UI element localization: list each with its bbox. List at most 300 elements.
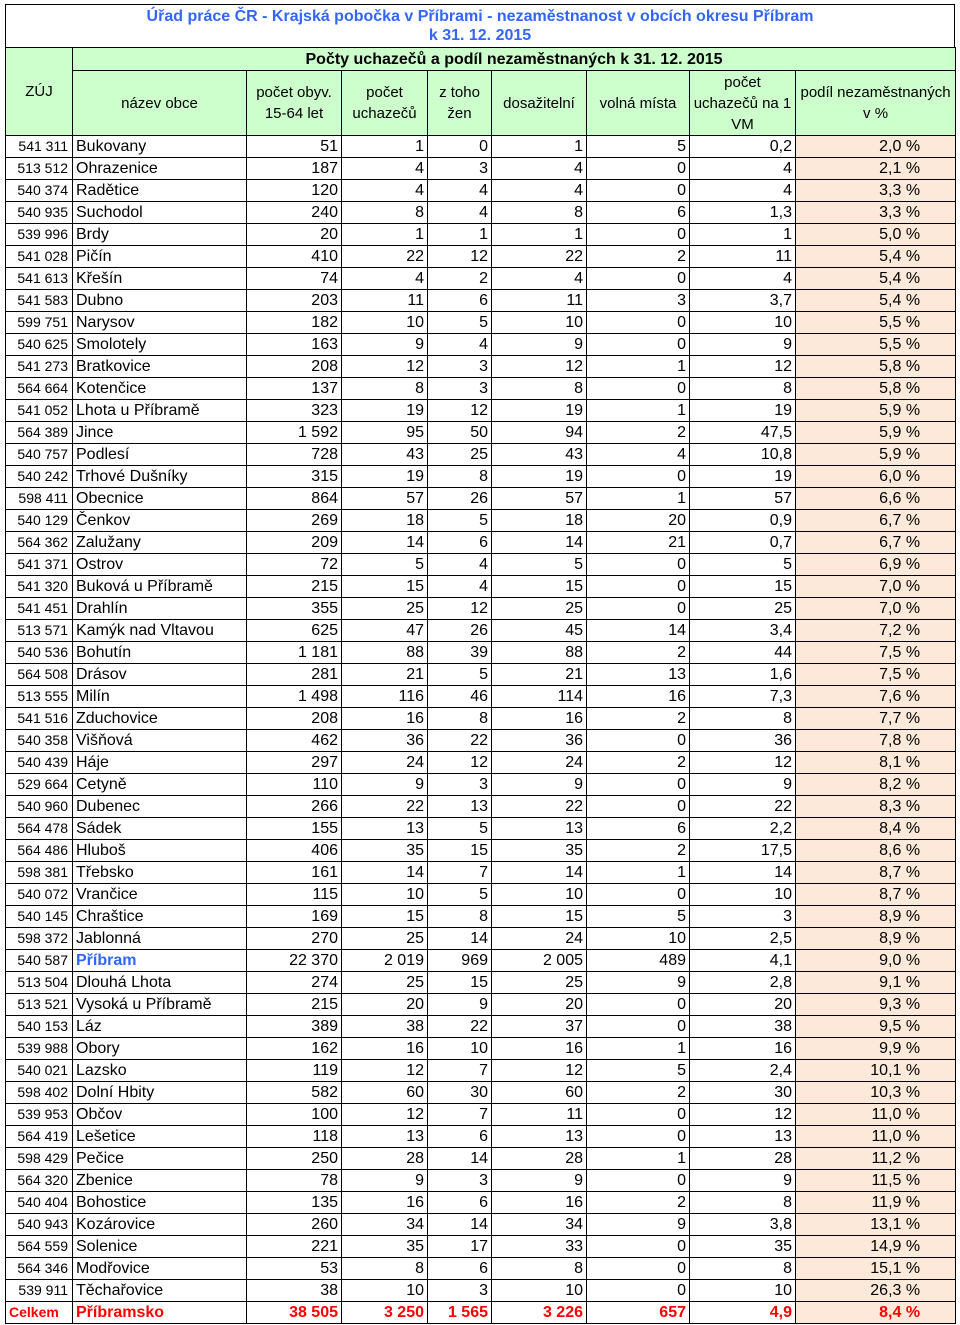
row-zuj: 513 555	[6, 686, 73, 708]
row-vacancies: 6	[587, 818, 690, 840]
row-name: Ostrov	[73, 554, 247, 576]
row-vacancies: 9	[587, 972, 690, 994]
row-women: 46	[428, 686, 492, 708]
table-row	[6, 708, 956, 730]
row-applicants: 12	[342, 356, 428, 378]
row-zuj: 513 521	[6, 994, 73, 1016]
row-zuj: 564 508	[6, 664, 73, 686]
row-share: 8,9 %	[796, 906, 956, 928]
row-available: 37	[492, 1016, 587, 1038]
row-population: 1 592	[247, 422, 342, 444]
row-name: Jince	[73, 422, 247, 444]
row-zuj: 540 358	[6, 730, 73, 752]
row-vacancies: 2	[587, 752, 690, 774]
row-share: 8,4 %	[796, 818, 956, 840]
row-women: 6	[428, 532, 492, 554]
row-share: 26,3 %	[796, 1280, 956, 1302]
row-share: 6,7 %	[796, 510, 956, 532]
table-row	[6, 642, 956, 664]
row-available: 22	[492, 796, 587, 818]
row-population: 137	[247, 378, 342, 400]
row-zuj: 540 536	[6, 642, 73, 664]
table-row	[6, 818, 956, 840]
row-available: 16	[492, 708, 587, 730]
row-share: 5,8 %	[796, 378, 956, 400]
row-available: 10	[492, 884, 587, 906]
row-population: 53	[247, 1258, 342, 1280]
row-per-vacancy: 10	[690, 1280, 796, 1302]
row-share: 6,6 %	[796, 488, 956, 510]
row-vacancies: 1	[587, 356, 690, 378]
row-share: 11,0 %	[796, 1104, 956, 1126]
report-title-line1: Úřad práce ČR - Krajská pobočka v Příbrami - nezaměstnanost v obcích okresu Příbram	[146, 8, 814, 25]
row-applicants: 88	[342, 642, 428, 664]
row-per-vacancy: 11	[690, 246, 796, 268]
row-name: Milín	[73, 686, 247, 708]
row-share: 3,3 %	[796, 180, 956, 202]
row-zuj: 541 371	[6, 554, 73, 576]
row-share: 2,1 %	[796, 158, 956, 180]
row-per-vacancy: 1,6	[690, 664, 796, 686]
row-share: 7,0 %	[796, 598, 956, 620]
table-row	[6, 862, 956, 884]
row-available: 1	[492, 136, 587, 158]
table-row	[6, 1016, 956, 1038]
row-zuj: 541 320	[6, 576, 73, 598]
row-population: 260	[247, 1214, 342, 1236]
table-row	[6, 290, 956, 312]
row-women: 7	[428, 862, 492, 884]
row-available: 15	[492, 906, 587, 928]
row-name: Trhové Dušníky	[73, 466, 247, 488]
row-zuj: 540 242	[6, 466, 73, 488]
row-share: 11,2 %	[796, 1148, 956, 1170]
row-share: 15,1 %	[796, 1258, 956, 1280]
row-population: 274	[247, 972, 342, 994]
row-applicants: 35	[342, 840, 428, 862]
row-per-vacancy: 9	[690, 334, 796, 356]
row-applicants: 95	[342, 422, 428, 444]
row-available: 88	[492, 642, 587, 664]
row-applicants: 13	[342, 818, 428, 840]
table-row	[6, 422, 956, 444]
row-applicants: 13	[342, 1126, 428, 1148]
header-women: z toho žen	[428, 71, 492, 136]
row-name: Bratkovice	[73, 356, 247, 378]
table-row	[6, 796, 956, 818]
row-women: 26	[428, 620, 492, 642]
table-row	[6, 576, 956, 598]
row-available: 28	[492, 1148, 587, 1170]
row-population: 1 181	[247, 642, 342, 664]
row-women: 30	[428, 1082, 492, 1104]
row-applicants: 9	[342, 774, 428, 796]
table-row	[6, 950, 956, 972]
row-per-vacancy: 2,4	[690, 1060, 796, 1082]
row-zuj: 564 346	[6, 1258, 73, 1280]
row-zuj: 540 129	[6, 510, 73, 532]
row-name: Smolotely	[73, 334, 247, 356]
row-applicants: 9	[342, 1170, 428, 1192]
row-women: 14	[428, 928, 492, 950]
row-population: 20	[247, 224, 342, 246]
row-name: Zduchovice	[73, 708, 247, 730]
row-women: 3	[428, 356, 492, 378]
table-row	[6, 246, 956, 268]
row-population: 625	[247, 620, 342, 642]
row-applicants: 12	[342, 1104, 428, 1126]
row-name: Třebsko	[73, 862, 247, 884]
row-per-vacancy: 12	[690, 356, 796, 378]
row-name: Modřovice	[73, 1258, 247, 1280]
table-row	[6, 1280, 956, 1302]
row-vacancies: 21	[587, 532, 690, 554]
row-per-vacancy: 19	[690, 466, 796, 488]
row-zuj: 539 953	[6, 1104, 73, 1126]
row-women: 26	[428, 488, 492, 510]
row-per-vacancy: 5	[690, 554, 796, 576]
row-per-vacancy: 8	[690, 708, 796, 730]
row-applicants: 8	[342, 378, 428, 400]
row-population: 161	[247, 862, 342, 884]
super-header: Počty uchazečů a podíl nezaměstnaných k 31. 12. 2015	[73, 48, 956, 71]
row-available: 10	[492, 1280, 587, 1302]
row-name: Narysov	[73, 312, 247, 334]
unemployment-table	[5, 47, 956, 1324]
row-women: 5	[428, 664, 492, 686]
row-vacancies: 5	[587, 906, 690, 928]
row-vacancies: 0	[587, 554, 690, 576]
row-applicants: 9	[342, 334, 428, 356]
row-name: Občov	[73, 1104, 247, 1126]
row-per-vacancy: 9	[690, 1170, 796, 1192]
row-share: 8,6 %	[796, 840, 956, 862]
table-row	[6, 378, 956, 400]
row-per-vacancy: 12	[690, 1104, 796, 1126]
row-name: Dlouhá Lhota	[73, 972, 247, 994]
row-zuj: 540 145	[6, 906, 73, 928]
row-vacancies: 0	[587, 598, 690, 620]
table-row	[6, 1126, 956, 1148]
header-available: dosažitelní	[492, 71, 587, 136]
row-share: 9,5 %	[796, 1016, 956, 1038]
row-name: Zbenice	[73, 1170, 247, 1192]
row-share: 3,3 %	[796, 202, 956, 224]
row-applicants: 4	[342, 158, 428, 180]
row-zuj: 564 559	[6, 1236, 73, 1258]
row-vacancies: 0	[587, 378, 690, 400]
row-share: 5,9 %	[796, 400, 956, 422]
row-women: 7	[428, 1104, 492, 1126]
row-available: 22	[492, 246, 587, 268]
row-available: 45	[492, 620, 587, 642]
row-share: 7,5 %	[796, 642, 956, 664]
row-name: Drásov	[73, 664, 247, 686]
row-women: 10	[428, 1038, 492, 1060]
row-zuj: 598 372	[6, 928, 73, 950]
row-per-vacancy: 57	[690, 488, 796, 510]
row-name: Solenice	[73, 1236, 247, 1258]
table-row	[6, 1236, 956, 1258]
row-applicants: 22	[342, 796, 428, 818]
row-zuj: 541 516	[6, 708, 73, 730]
row-share: 11,9 %	[796, 1192, 956, 1214]
row-share: 5,4 %	[796, 290, 956, 312]
row-share: 13,1 %	[796, 1214, 956, 1236]
total-applicants: 3 250	[342, 1302, 428, 1324]
table-row	[6, 268, 956, 290]
row-women: 7	[428, 1060, 492, 1082]
row-share: 11,0 %	[796, 1126, 956, 1148]
row-population: 182	[247, 312, 342, 334]
row-name: Příbram	[73, 950, 247, 972]
row-name: Cetyně	[73, 774, 247, 796]
row-women: 39	[428, 642, 492, 664]
row-population: 115	[247, 884, 342, 906]
row-zuj: 540 153	[6, 1016, 73, 1038]
table-row	[6, 400, 956, 422]
row-share: 2,0 %	[796, 136, 956, 158]
row-per-vacancy: 17,5	[690, 840, 796, 862]
row-name: Radětice	[73, 180, 247, 202]
row-available: 19	[492, 466, 587, 488]
row-available: 2 005	[492, 950, 587, 972]
row-name: Vysoká u Příbramě	[73, 994, 247, 1016]
row-population: 221	[247, 1236, 342, 1258]
row-available: 34	[492, 1214, 587, 1236]
row-available: 9	[492, 334, 587, 356]
row-applicants: 16	[342, 708, 428, 730]
row-share: 9,1 %	[796, 972, 956, 994]
row-per-vacancy: 15	[690, 576, 796, 598]
row-zuj: 540 625	[6, 334, 73, 356]
row-population: 208	[247, 356, 342, 378]
row-name: Lazsko	[73, 1060, 247, 1082]
row-available: 15	[492, 576, 587, 598]
row-vacancies: 0	[587, 796, 690, 818]
row-population: 208	[247, 708, 342, 730]
table-row	[6, 532, 956, 554]
row-available: 13	[492, 818, 587, 840]
row-vacancies: 0	[587, 994, 690, 1016]
row-zuj: 539 911	[6, 1280, 73, 1302]
row-zuj: 540 439	[6, 752, 73, 774]
row-women: 5	[428, 312, 492, 334]
row-vacancies: 16	[587, 686, 690, 708]
row-women: 3	[428, 774, 492, 796]
row-share: 9,3 %	[796, 994, 956, 1016]
row-women: 1	[428, 224, 492, 246]
row-per-vacancy: 4	[690, 268, 796, 290]
row-per-vacancy: 4	[690, 158, 796, 180]
row-available: 10	[492, 312, 587, 334]
row-name: Dubno	[73, 290, 247, 312]
table-row	[6, 840, 956, 862]
row-women: 22	[428, 730, 492, 752]
row-per-vacancy: 0,9	[690, 510, 796, 532]
row-population: 215	[247, 994, 342, 1016]
row-share: 11,5 %	[796, 1170, 956, 1192]
header-population: počet obyv. 15-64 let	[247, 71, 342, 136]
row-applicants: 57	[342, 488, 428, 510]
row-share: 8,1 %	[796, 752, 956, 774]
row-applicants: 10	[342, 1280, 428, 1302]
row-population: 118	[247, 1126, 342, 1148]
row-name: Hluboš	[73, 840, 247, 862]
row-share: 6,9 %	[796, 554, 956, 576]
row-available: 25	[492, 598, 587, 620]
row-applicants: 34	[342, 1214, 428, 1236]
row-name: Bohostice	[73, 1192, 247, 1214]
table-row	[6, 906, 956, 928]
row-vacancies: 489	[587, 950, 690, 972]
row-population: 135	[247, 1192, 342, 1214]
row-vacancies: 5	[587, 136, 690, 158]
row-applicants: 4	[342, 180, 428, 202]
row-per-vacancy: 8	[690, 1258, 796, 1280]
row-name: Kotenčice	[73, 378, 247, 400]
row-applicants: 36	[342, 730, 428, 752]
row-zuj: 564 478	[6, 818, 73, 840]
row-available: 4	[492, 268, 587, 290]
row-name: Drahlín	[73, 598, 247, 620]
row-share: 9,9 %	[796, 1038, 956, 1060]
row-vacancies: 10	[587, 928, 690, 950]
row-women: 6	[428, 1258, 492, 1280]
row-applicants: 15	[342, 906, 428, 928]
row-name: Višňová	[73, 730, 247, 752]
row-vacancies: 2	[587, 1082, 690, 1104]
table-row	[6, 510, 956, 532]
row-per-vacancy: 25	[690, 598, 796, 620]
row-name: Pičín	[73, 246, 247, 268]
row-per-vacancy: 16	[690, 1038, 796, 1060]
header-share: podíl nezaměstnaných v %	[796, 71, 956, 136]
row-applicants: 16	[342, 1038, 428, 1060]
row-applicants: 20	[342, 994, 428, 1016]
row-zuj: 598 429	[6, 1148, 73, 1170]
row-share: 5,5 %	[796, 334, 956, 356]
table-row	[6, 334, 956, 356]
row-population: 209	[247, 532, 342, 554]
row-applicants: 19	[342, 400, 428, 422]
row-population: 1 498	[247, 686, 342, 708]
row-available: 12	[492, 356, 587, 378]
row-women: 3	[428, 1170, 492, 1192]
row-applicants: 47	[342, 620, 428, 642]
row-share: 5,9 %	[796, 422, 956, 444]
row-zuj: 540 757	[6, 444, 73, 466]
table-row	[6, 1258, 956, 1280]
table-row	[6, 620, 956, 642]
row-zuj: 541 052	[6, 400, 73, 422]
row-zuj: 540 587	[6, 950, 73, 972]
row-vacancies: 0	[587, 334, 690, 356]
table-row	[6, 598, 956, 620]
row-share: 5,5 %	[796, 312, 956, 334]
row-share: 10,1 %	[796, 1060, 956, 1082]
row-available: 114	[492, 686, 587, 708]
row-applicants: 43	[342, 444, 428, 466]
row-name: Sádek	[73, 818, 247, 840]
row-zuj: 540 021	[6, 1060, 73, 1082]
table-row	[6, 554, 956, 576]
row-available: 43	[492, 444, 587, 466]
row-available: 57	[492, 488, 587, 510]
row-population: 240	[247, 202, 342, 224]
row-applicants: 10	[342, 884, 428, 906]
header-vacancies: volná místa	[587, 71, 690, 136]
row-name: Kamýk nad Vltavou	[73, 620, 247, 642]
row-zuj: 541 028	[6, 246, 73, 268]
row-population: 355	[247, 598, 342, 620]
header-zuj: ZÚJ	[6, 48, 73, 136]
row-women: 12	[428, 400, 492, 422]
row-applicants: 11	[342, 290, 428, 312]
row-name: Těchařovice	[73, 1280, 247, 1302]
row-vacancies: 6	[587, 202, 690, 224]
row-available: 12	[492, 1060, 587, 1082]
row-population: 100	[247, 1104, 342, 1126]
row-applicants: 22	[342, 246, 428, 268]
table-row	[6, 686, 956, 708]
row-per-vacancy: 44	[690, 642, 796, 664]
row-name: Suchodol	[73, 202, 247, 224]
row-zuj: 564 419	[6, 1126, 73, 1148]
row-population: 270	[247, 928, 342, 950]
row-share: 5,9 %	[796, 444, 956, 466]
row-women: 5	[428, 884, 492, 906]
row-per-vacancy: 8	[690, 378, 796, 400]
table-row	[6, 158, 956, 180]
row-available: 8	[492, 202, 587, 224]
row-share: 6,0 %	[796, 466, 956, 488]
table-row	[6, 774, 956, 796]
row-women: 14	[428, 1214, 492, 1236]
row-share: 14,9 %	[796, 1236, 956, 1258]
row-name: Brdy	[73, 224, 247, 246]
row-available: 14	[492, 862, 587, 884]
row-population: 74	[247, 268, 342, 290]
row-zuj: 599 751	[6, 312, 73, 334]
row-available: 1	[492, 224, 587, 246]
row-applicants: 21	[342, 664, 428, 686]
row-zuj: 541 451	[6, 598, 73, 620]
row-zuj: 539 996	[6, 224, 73, 246]
row-zuj: 541 311	[6, 136, 73, 158]
row-applicants: 16	[342, 1192, 428, 1214]
table-row	[6, 202, 956, 224]
row-name: Křešín	[73, 268, 247, 290]
row-population: 51	[247, 136, 342, 158]
row-per-vacancy: 12	[690, 752, 796, 774]
row-vacancies: 0	[587, 884, 690, 906]
row-per-vacancy: 19	[690, 400, 796, 422]
table-row	[6, 928, 956, 950]
row-available: 13	[492, 1126, 587, 1148]
report-title-line2: k 31. 12. 2015	[428, 27, 532, 44]
row-population: 169	[247, 906, 342, 928]
row-applicants: 1	[342, 136, 428, 158]
row-zuj: 540 943	[6, 1214, 73, 1236]
table-row	[6, 1214, 956, 1236]
row-zuj: 513 504	[6, 972, 73, 994]
row-women: 25	[428, 444, 492, 466]
row-population: 162	[247, 1038, 342, 1060]
row-applicants: 24	[342, 752, 428, 774]
row-women: 15	[428, 972, 492, 994]
row-zuj: 598 402	[6, 1082, 73, 1104]
